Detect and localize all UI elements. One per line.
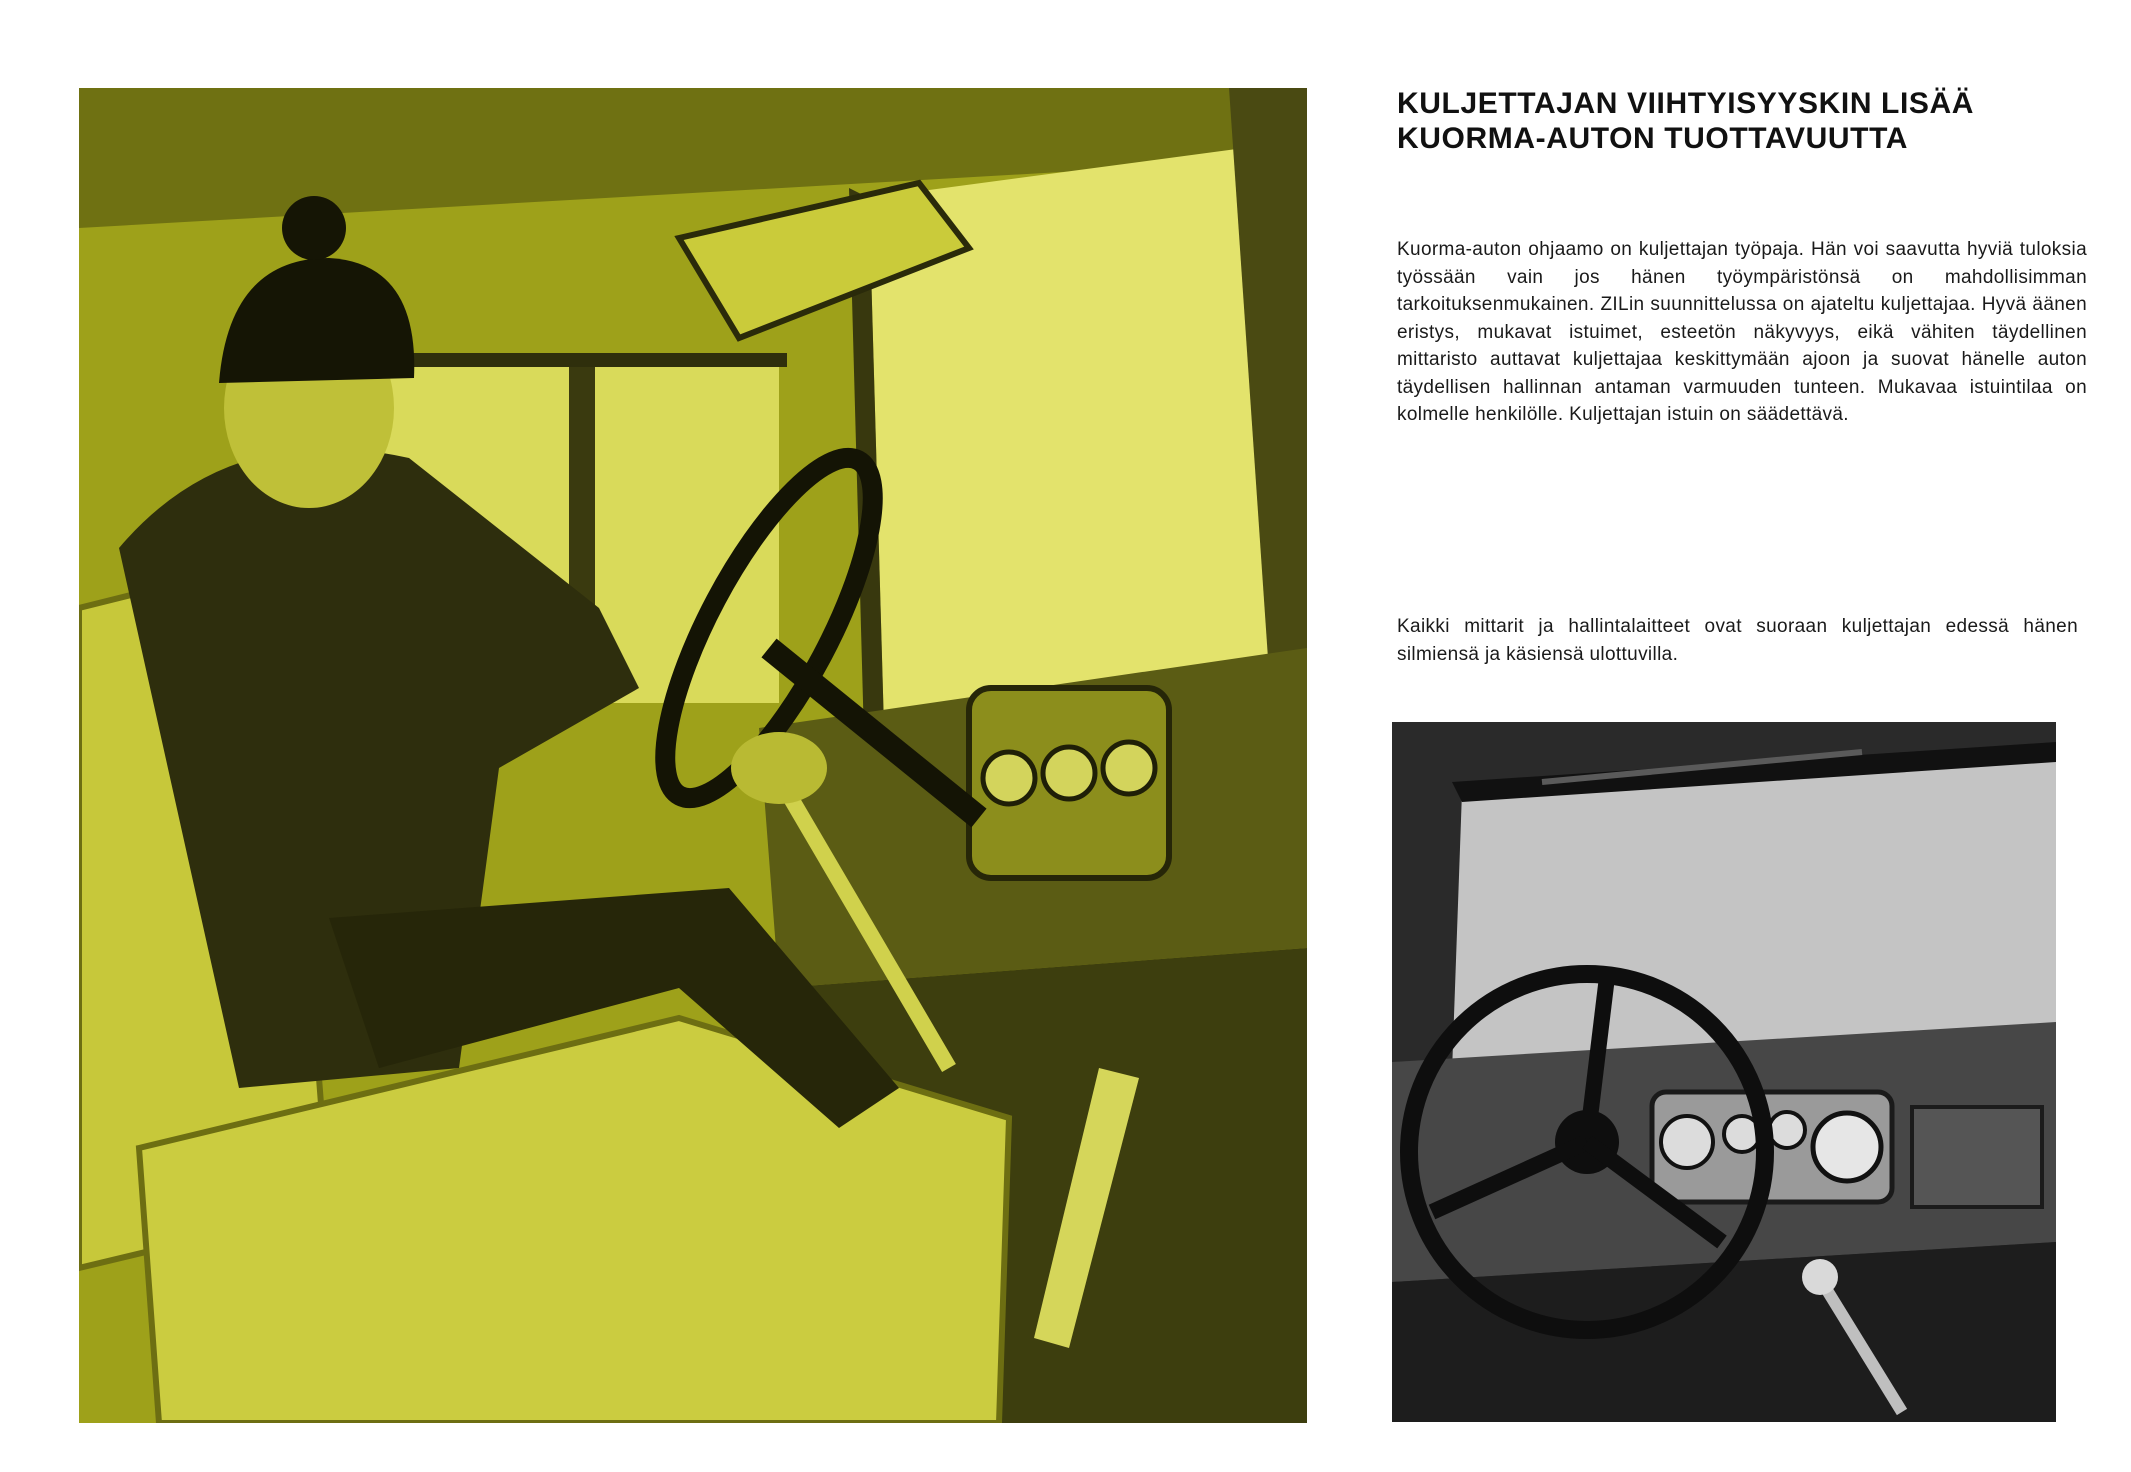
body-paragraph: Kuorma-auton ohjaamo on kuljettajan työpaja. Hän voi saavutta hyviä tuloksia työssään vain jos hänen työympäristönsä on mahdollisimman tarkoituksenmukainen. ZILin suunnittelussa on ajateltu kuljettajaa. Hyvä äänen eristys, mukavat istuimet, esteetön näkyvyys, eikä vähiten täydellinen mittaristo auttavat kuljettajaa keskittymään ajoon ja suovat hänelle auton täydellisen hallinnan antaman varmuuden tunteen. Mukavaa istuintilaa on kolmelle henkilölle. Kuljettajan istuin on säädettävä. — [1397, 239, 2087, 425]
dashboard-photo — [1392, 722, 2056, 1422]
headline-line-2: KUORMA-AUTON TUOTTAVUUTTA — [1397, 122, 1909, 155]
driver-cab-photo — [79, 88, 1307, 1423]
article-headline — [1397, 86, 2077, 156]
driver-cab-illustration — [79, 88, 1307, 1423]
dashboard-caption: Kaikki mittarit ja hallintalaitteet ovat suoraan kuljettajan edessä hänen silmiensä ja käsiensä ulottuvilla. — [1397, 616, 2078, 665]
headline-line-1: KULJETTAJAN VIIHTYISYYSKIN LISÄÄ — [1397, 87, 1975, 120]
dashboard-illustration — [1392, 722, 2056, 1422]
